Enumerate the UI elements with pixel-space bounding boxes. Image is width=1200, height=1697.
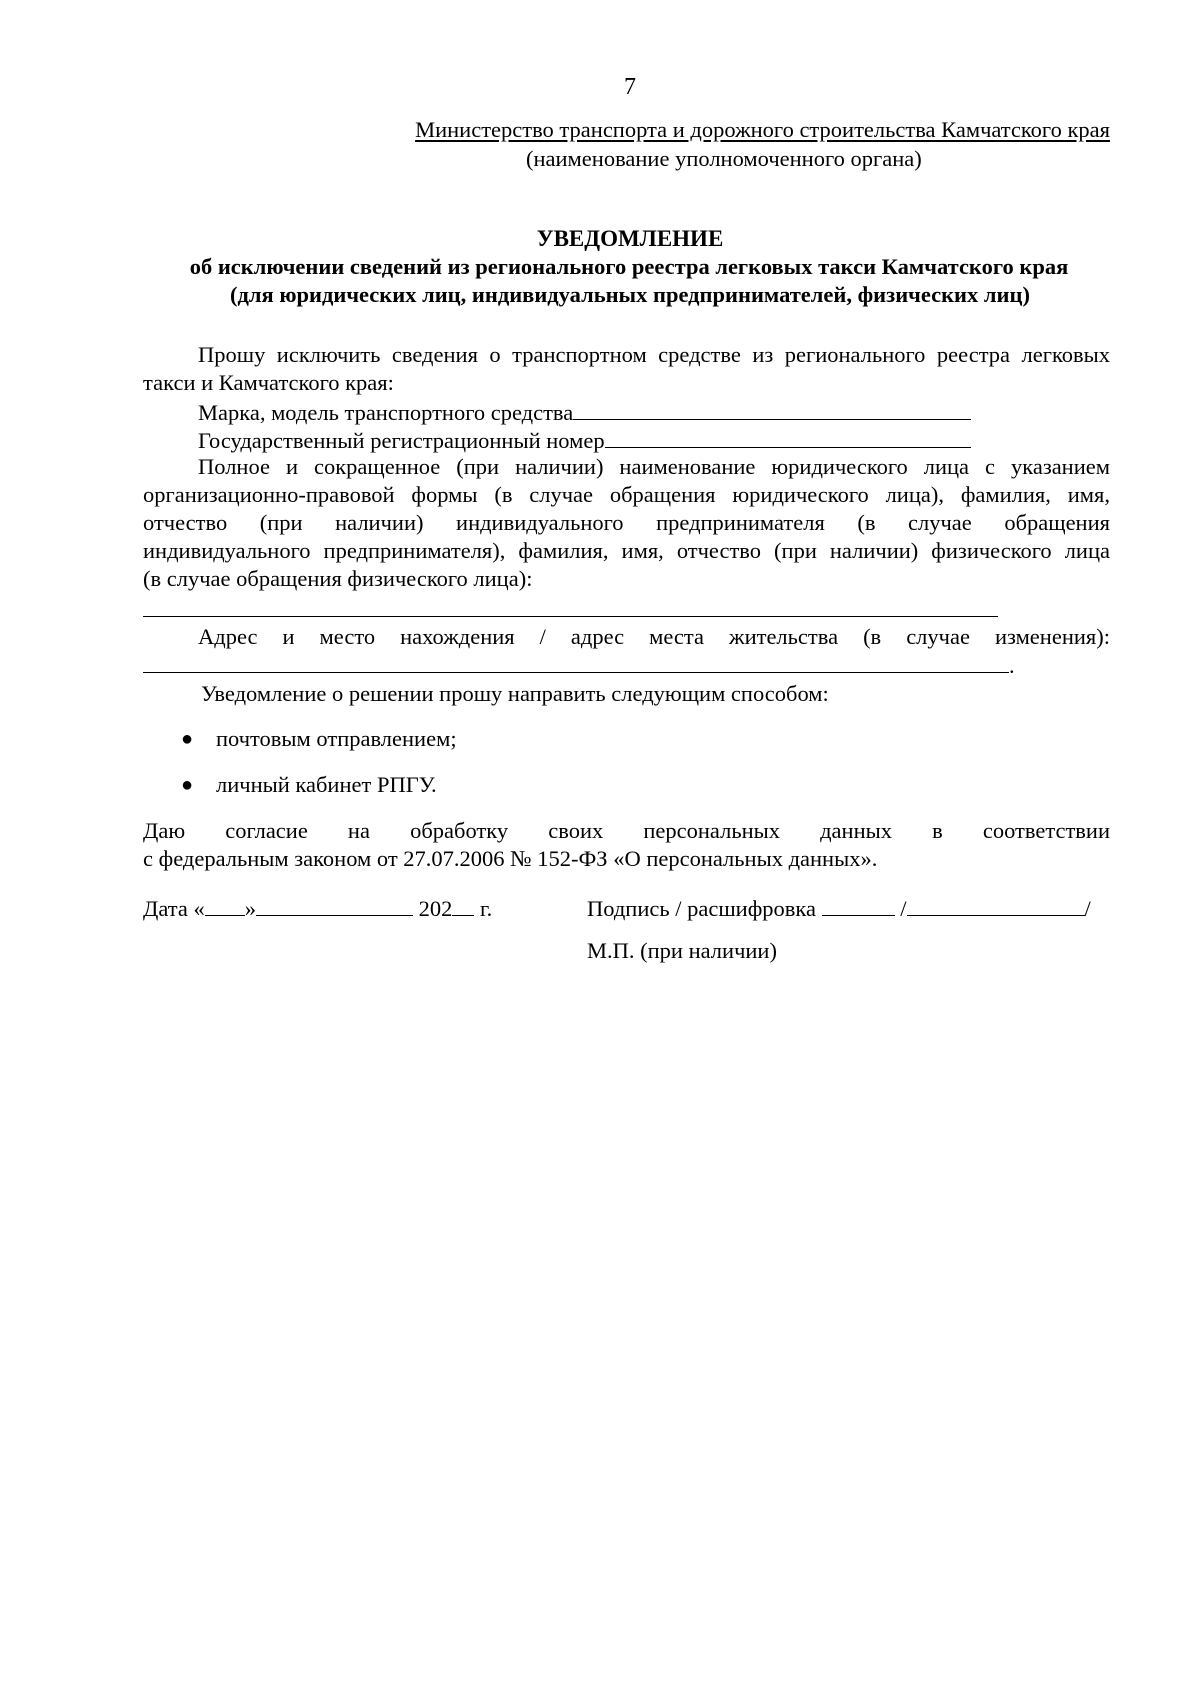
date-year-prefix: 202 xyxy=(418,896,453,921)
authority-caption: (наименование уполномоченного органа) xyxy=(526,146,922,171)
signature-decoding-blank[interactable] xyxy=(907,893,1085,916)
consent-text-line-2: с федеральным законом от 27.07.2006 № 152-ФЗ «О персональных данных». xyxy=(143,846,878,871)
document-subtitle-line-2: (для юридических лиц, индивидуальных предпринимателей, физических лиц) xyxy=(230,282,1030,307)
vehicle-model-label: Марка, модель транспортного средства xyxy=(198,400,574,425)
signature-label: Подпись / расшифровка xyxy=(587,896,816,921)
plate-number-blank[interactable] xyxy=(605,425,971,448)
address-end-mark: . xyxy=(1009,653,1015,678)
date-month-blank[interactable] xyxy=(256,893,413,916)
request-text-line-1: Прошу исключить сведения о транспортном средстве из регионального реестра легковых xyxy=(198,342,1110,367)
vehicle-model-field-row xyxy=(198,397,971,426)
applicant-text-line-2: организационно-правовой формы (в случае обращения юридического лица), фамилия, имя, xyxy=(143,482,1110,507)
applicant-text-line-1: Полное и сокращенное (при наличии) наименование юридического лица с указанием xyxy=(198,454,1110,479)
vehicle-model-blank[interactable] xyxy=(573,397,971,420)
date-close-quote: » xyxy=(244,896,256,921)
date-prefix: Дата « xyxy=(143,896,205,921)
address-field-row xyxy=(143,650,1015,679)
date-year-suffix: г. xyxy=(479,896,493,921)
signature-slash-left: / xyxy=(900,896,907,921)
signature-blank[interactable] xyxy=(822,893,895,916)
date-field-row xyxy=(143,893,492,922)
address-label: Адрес и место нахождения / адрес места жительства (в случае изменения): xyxy=(198,624,1110,649)
signature-field-row xyxy=(587,893,1091,922)
applicant-text-line-3: отчество (при наличии) индивидуального предпринимателя (в случае обращения xyxy=(143,510,1110,535)
address-blank[interactable] xyxy=(143,650,1009,673)
stamp-label: М.П. (при наличии) xyxy=(587,938,777,963)
page-number: 7 xyxy=(624,74,636,100)
document-subtitle-line-1: об исключении сведений из регионального реестра легковых такси Камчатского края xyxy=(189,254,1069,279)
applicant-text-line-5: (в случае обращения физического лица): xyxy=(143,566,533,591)
authority-name: Министерство транспорта и дорожного строительства Камчатского края xyxy=(415,117,1110,142)
date-day-blank[interactable] xyxy=(205,893,245,916)
date-year-blank[interactable] xyxy=(452,893,474,916)
request-text-line-2: такси и Камчатского края: xyxy=(143,370,394,395)
delivery-intro: Уведомление о решении прошу направить следующим способом: xyxy=(201,681,829,706)
delivery-option-rpgu: личный кабинет РПГУ. xyxy=(216,772,437,797)
consent-text-line-1: Даю согласие на обработку своих персональных данных в соответствии xyxy=(143,818,1110,843)
bullet-icon: ● xyxy=(181,774,194,796)
applicant-text-line-4: индивидуального предпринимателя), фамилия, имя, отчество (при наличии) физического лица xyxy=(143,538,1110,563)
bullet-icon: ● xyxy=(181,728,194,750)
plate-number-label: Государственный регистрационный номер xyxy=(198,428,605,453)
delivery-option-post: почтовым отправлением; xyxy=(216,726,457,751)
applicant-name-blank[interactable] xyxy=(143,592,998,617)
signature-slash-right: / xyxy=(1084,896,1091,921)
document-title: УВЕДОМЛЕНИЕ xyxy=(536,226,724,251)
plate-number-field-row xyxy=(198,425,971,454)
